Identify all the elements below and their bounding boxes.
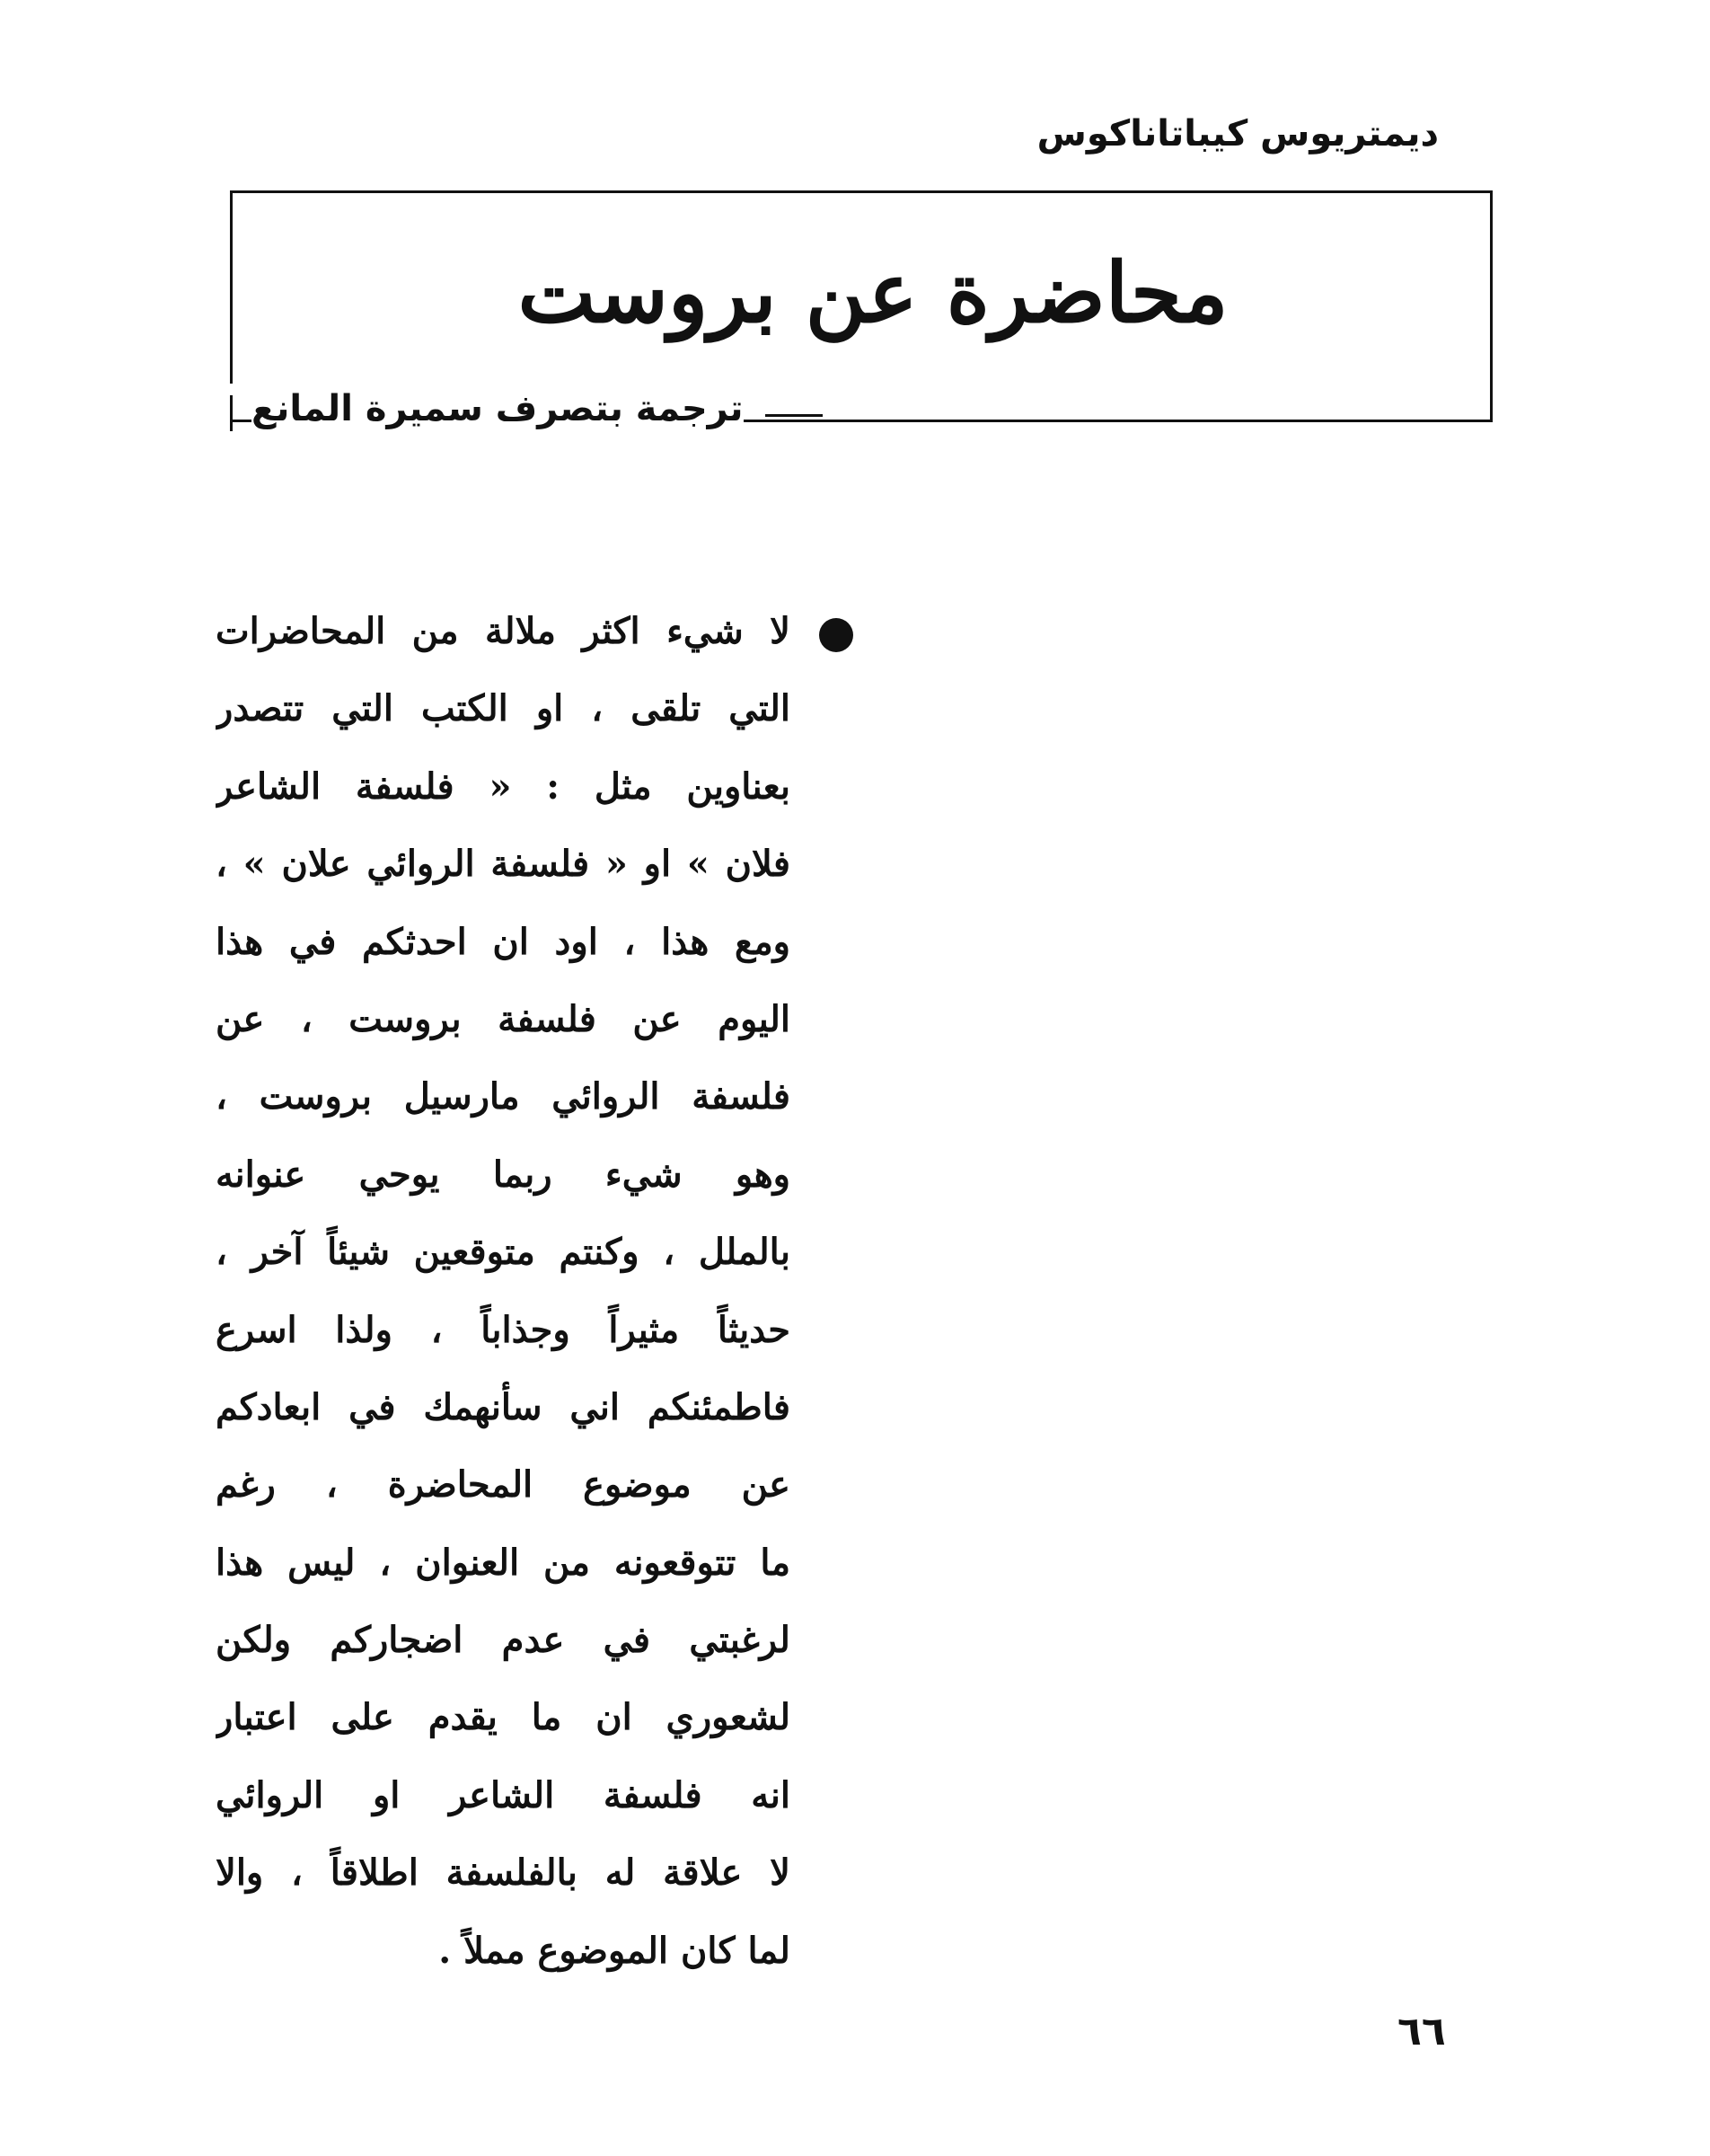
paragraph-bullet-icon (819, 618, 853, 652)
body-line: لما كان الموضوع مملاً . (438, 1929, 790, 1972)
body-line: فلسفة الروائي مارسيل بروست ، (216, 1075, 790, 1118)
body-line: اليوم عن فلسفة بروست ، عن (216, 997, 790, 1040)
body-line: بعناوين مثل : « فلسفة الشاعر (216, 764, 790, 808)
body-line: التي تلقى ، او الكتب التي تتصدر (216, 687, 790, 730)
body-line: حديثاً مثيراً وجذاباً ، ولذا اسرع (216, 1308, 790, 1351)
body-line: لا شيء اكثر ملالة من المحاضرات (216, 610, 790, 652)
body-text-column (216, 593, 790, 1990)
body-line: وهو شيء ربما يوحي عنوانه (216, 1153, 790, 1196)
body-line: بالملل ، وكنتم متوقعين شيئاً آخر ، (216, 1231, 790, 1274)
body-line: ومع هذا ، اود ان احدثكم في هذا (216, 920, 790, 963)
body-line: ما تتوقعونه من العنوان ، ليس هذا (216, 1541, 790, 1584)
body-line: لرغبتي في عدم اضجاركم ولكن (216, 1619, 790, 1662)
title-frame-left-stub (230, 395, 233, 431)
page-number: ٦٦ (1397, 2009, 1446, 2054)
body-line: لشعوري ان ما يقدم على اعتبار (216, 1696, 790, 1739)
translator-line (251, 388, 823, 429)
body-line: عن موضوع المحاضرة ، رغم (216, 1463, 790, 1507)
body-line: فلان » او « فلسفة الروائي علان » ، (216, 843, 790, 886)
running-head: ديمتريوس كيباتاناكوس (1036, 113, 1439, 155)
body-line: فاطمئنكم اني سأنهمك في ابعادكم (216, 1385, 790, 1428)
body-line: لا علاقة له بالفلسفة اطلاقاً ، والا (216, 1851, 790, 1895)
article-title: محاضرة عن بروست (517, 244, 1229, 341)
translator-credit: ترجمة بتصرف سميرة المانع (251, 388, 744, 429)
body-line: انه فلسفة الشاعر او الروائي (216, 1773, 790, 1816)
translator-rule (765, 414, 823, 417)
